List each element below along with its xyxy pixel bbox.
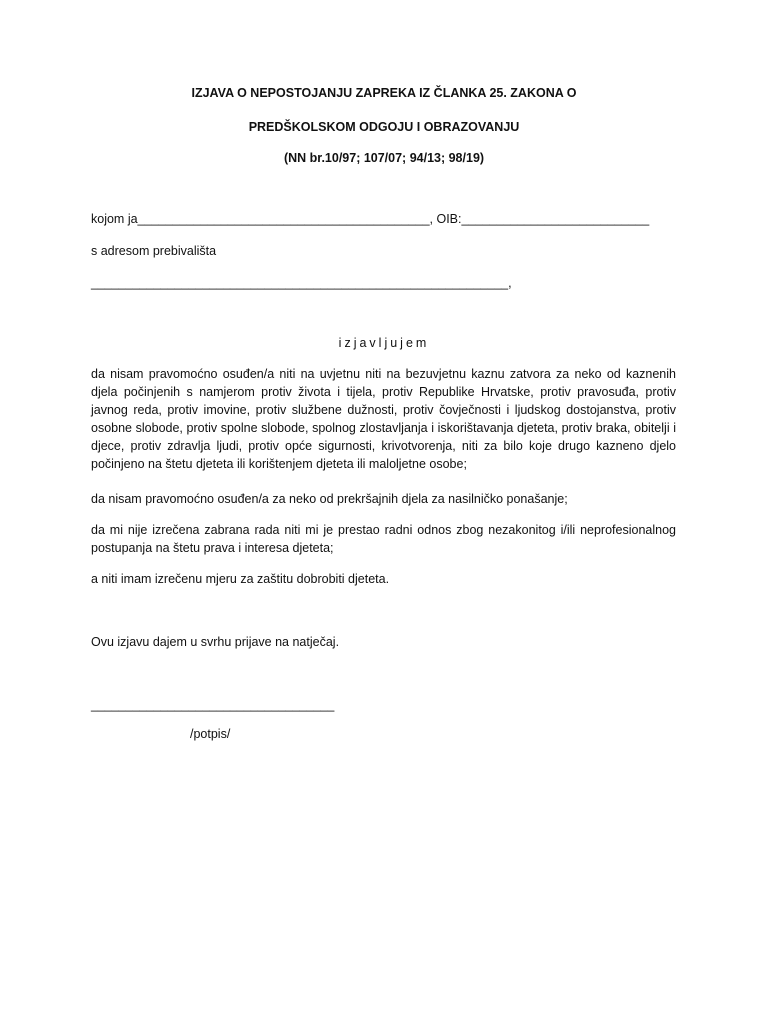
signature-line: ___________________________________ [91,698,335,712]
declaration-heading: izjavljujem [338,336,430,350]
statement-protective-measure: a niti imam izrečenu mjeru za zaštitu dobrobiti djeteta. [91,572,390,586]
signature-label: /potpis/ [190,727,231,741]
name-oib-field-line: kojom ja__________________________________________, OIB:___________________________ [91,212,650,226]
statement-misdemeanor: da nisam pravomoćno osuđen/a za neko od prekršajnih djela za nasilničko ponašanje; [91,492,568,506]
document-title-line-3: (NN br.10/97; 107/07; 94/13; 98/19) [283,151,485,165]
purpose-statement: Ovu izjavu dajem u svrhu prijave na natječaj. [91,635,340,649]
address-label: s adresom prebivališta [91,244,217,258]
statement-criminal-record: da nisam pravomoćno osuđen/a niti na uvjetnu niti na bezuvjetnu kaznu zatvora za neko od kaznenih djela počinjenih s namjerom protiv života i tijela, protiv Republike Hrvatske, protiv pravosuđa, protiv javnog reda, protiv imovine, protiv službene dužnosti, protiv čovječnosti i ljudskog dostojanstva, protiv osobne slobode, protiv spolne slobode, spolnog zlostavljanja i iskorištavanja djeteta, protiv braka, obitelji i djece, protiv zdravlja ljudi, protiv opće sigurnosti, krivotvorenja, niti za bilo koje drugo kazneno djelo počinjeno na štetu djeteta ili korištenjem djeteta ili maloljetne osobe; [91,367,676,471]
document-title-line-1: IZJAVA O NEPOSTOJANJU ZAPREKA IZ ČLANKA 25. ZAKONA O [191,86,577,100]
address-field-line: ____________________________________________________________, [91,276,512,290]
document-title-line-2: PREDŠKOLSKOM ODGOJU I OBRAZOVANJU [248,120,520,134]
statement-work-ban: da mi nije izrečena zabrana rada niti mi je prestao radni odnos zbog nezakonitog i/ili neprofesionalnog postupanja na štetu prava i interesa djeteta; [91,523,676,555]
